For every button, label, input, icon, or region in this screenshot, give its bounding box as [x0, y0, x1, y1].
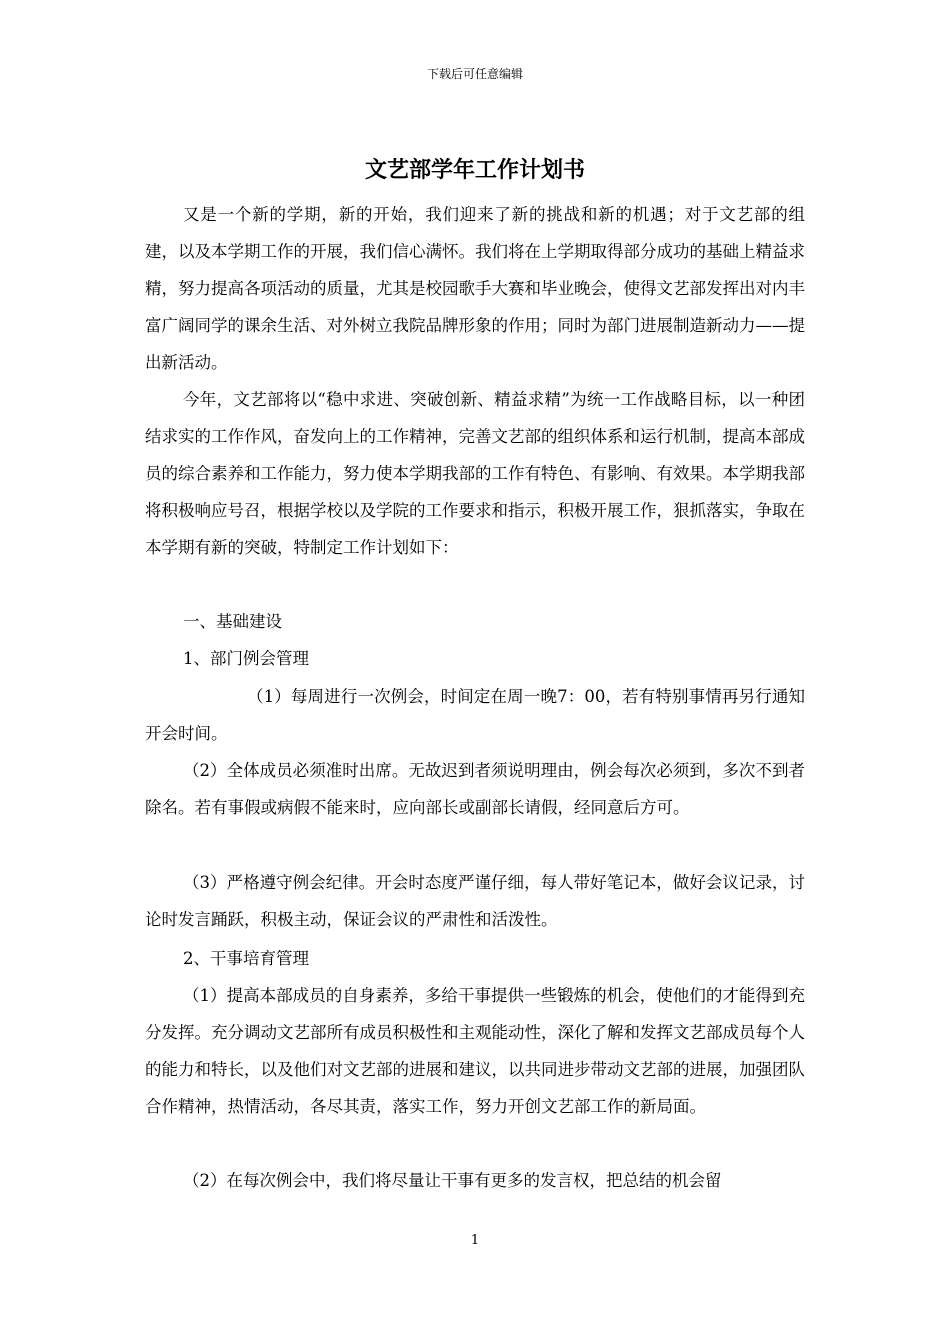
- page-number: 1: [470, 1233, 480, 1248]
- subsection-heading-meeting-management: 1、部门例会管理: [183, 649, 309, 668]
- list-item-1-3: （3）严格遵守例会纪律。开会时态度严谨仔细，每人带好笔记本，做好会议记录，讨论时发言踊跃，积极主动，保证会议的严肃性和活泼性。: [145, 873, 805, 929]
- subsection-heading-staff-training: 2、干事培育管理: [183, 949, 309, 968]
- intro-paragraph-2: 今年，文艺部将以“稳中求进、突破创新、精益求精”为统一工作战略目标，以一种团结求实的工作作风，奋发向上的工作精神，完善文艺部的组织体系和运行机制，提高本部成员的综合素养和工作能力，努力使本学期我部的工作有特色、有影响、有效果。本学期我部将积极响应号召，根据学校以及学院的工作要求和指示，积极开展工作，狠抓落实，争取在本学期有新的突破，特制定工作计划如下：: [145, 390, 805, 557]
- section-heading-basic-construction: 一、基础建设: [183, 612, 282, 631]
- list-item-1-2: （2）全体成员必须准时出席。无故迟到者须说明理由，例会每次必须到，多次不到者除名。若有事假或病假不能来时，应向部长或副部长请假，经同意后方可。: [145, 761, 805, 817]
- page-header-note: 下载后可任意编辑: [426, 67, 523, 81]
- list-item-1-1: （1）每周进行一次例会，时间定在周一晚7：00，若有特别事情再另行通知开会时间。: [145, 687, 805, 743]
- intro-paragraph-1: 又是一个新的学期，新的开始，我们迎来了新的挑战和新的机遇；对于文艺部的组建，以及本学期工作的开展，我们信心满怀。我们将在上学期取得部分成功的基础上精益求精，努力提高各项活动的质量，尤其是校园歌手大赛和毕业晚会，使得文艺部发挥出对内丰富广阔同学的课余生活、对外树立我院品牌形象的作用；同时为部门进展制造新动力——提出新活动。: [145, 205, 805, 372]
- document-title: 文艺部学年工作计划书: [364, 157, 585, 183]
- list-item-2-2: （2）在每次例会中，我们将尽量让干事有更多的发言权，把总结的机会留: [183, 1171, 722, 1190]
- list-item-2-1: （1）提高本部成员的自身素养，多给干事提供一些锻炼的机会，使他们的才能得到充分发挥。充分调动文艺部所有成员积极性和主观能动性，深化了解和发挥文艺部成员每个人的能力和特长，以及他们对文艺部的进展和建议，以共同进步带动文艺部的进展，加强团队合作精神，热情活动，各尽其责，落实工作，努力开创文艺部工作的新局面。: [145, 986, 805, 1116]
